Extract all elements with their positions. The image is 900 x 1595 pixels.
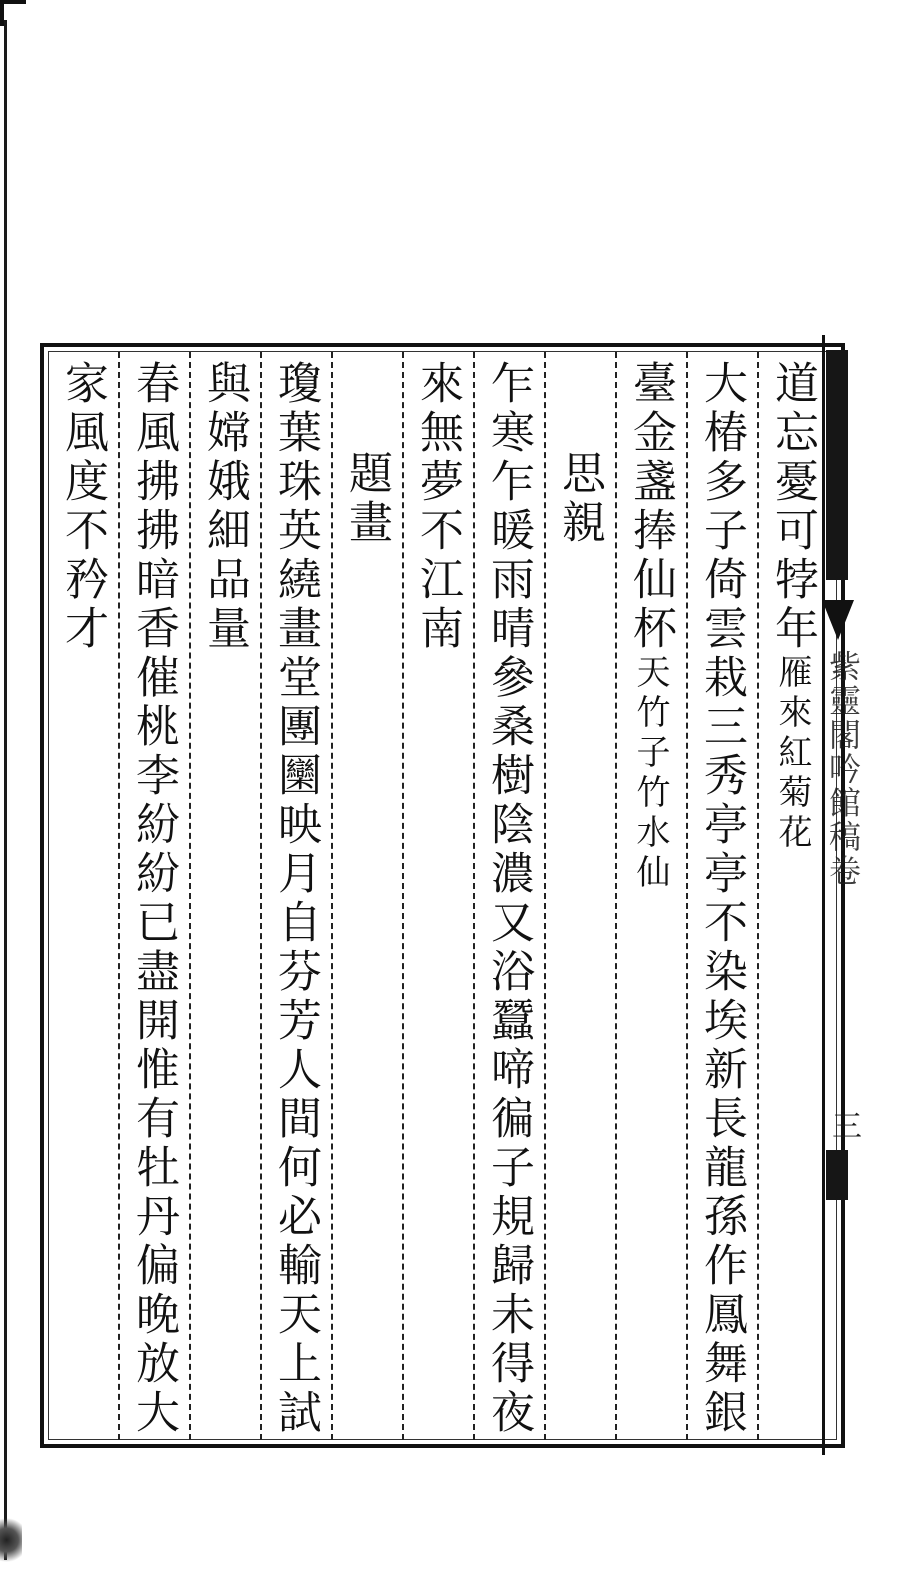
section-title: 思親 (554, 450, 605, 548)
text-column-8 (265, 360, 325, 1438)
column-rule (189, 352, 191, 1440)
section-title: 題畫 (341, 450, 392, 548)
column-main-text: 瓊葉珠英繞畫堂團圞映月自芬芳人間何必輸天上試 (270, 360, 321, 1438)
text-column-10 (123, 360, 183, 1438)
column-main-text: 與嫦娥細品量 (199, 360, 250, 654)
column-main-text: 乍寒乍暖雨晴參桑樹陰濃又浴蠶啼徧子規歸未得夜 (483, 360, 534, 1438)
fold-title: 紫靈閣吟館稿卷 (824, 650, 862, 888)
text-column-6 (407, 360, 467, 654)
text-column-5 (478, 360, 538, 1438)
column-note-text: 雁來紅菊花 (772, 654, 812, 854)
column-rule (260, 352, 262, 1440)
text-column-4 (549, 450, 609, 548)
page-number: 三 (826, 1110, 861, 1140)
column-rule (473, 352, 475, 1440)
column-main-text: 臺金盞捧仙杯 (625, 360, 676, 654)
column-main-text: 大椿多子倚雲栽三秀亭亭不染埃新長龍孫作鳳舞銀 (696, 360, 747, 1438)
text-column-2 (691, 360, 751, 1438)
column-rule (544, 352, 546, 1440)
column-rule (402, 352, 404, 1440)
fold-black-mouth-lower (826, 1150, 848, 1200)
page-edge-line (4, 20, 7, 1560)
text-column-11 (52, 360, 112, 654)
column-rule (331, 352, 333, 1440)
column-rule (757, 352, 759, 1440)
column-main-text: 春風拂拂暗香催桃李紛紛已盡開惟有牡丹偏晚放大 (128, 360, 179, 1438)
column-rule (118, 352, 120, 1440)
text-column-1 (762, 360, 822, 854)
column-main-text: 家風度不矜才 (57, 360, 108, 654)
page-edge-smudge (0, 1515, 22, 1565)
column-main-text: 道忘憂可㹀年 (767, 360, 818, 654)
column-note-text: 天竹子竹水仙 (630, 654, 670, 894)
fish-tail-mark (822, 600, 854, 640)
column-main-text: 來無夢不江南 (412, 360, 463, 654)
text-column-7 (336, 450, 396, 548)
column-rule (686, 352, 688, 1440)
fold-black-mouth (826, 350, 848, 580)
text-column-3 (620, 360, 680, 894)
column-rule (615, 352, 617, 1440)
text-column-9 (194, 360, 254, 654)
